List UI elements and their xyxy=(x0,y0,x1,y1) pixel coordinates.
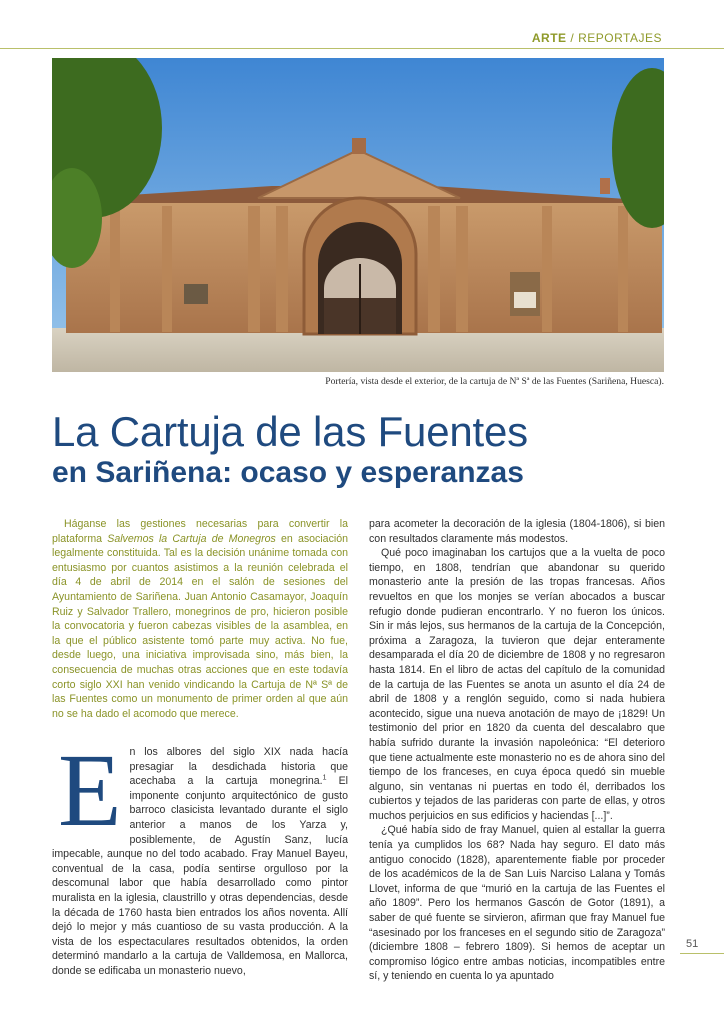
section-name: ARTE xyxy=(531,31,567,45)
body-column-right xyxy=(369,517,665,984)
intro-text-start: Háganse las gestiones necesarias para convertir la plataforma xyxy=(52,518,348,545)
page-header xyxy=(0,26,724,50)
intro-platform-name: Salvemos la Cartuja de Monegros xyxy=(107,532,276,545)
subsection-name: REPORTAJES xyxy=(578,31,662,45)
article-intro xyxy=(52,517,348,721)
section-label xyxy=(532,31,662,45)
footnote-marker: 1 xyxy=(322,774,327,782)
gatehouse-illustration xyxy=(52,58,664,372)
section-separator: / xyxy=(566,31,579,45)
body-column-left xyxy=(52,733,348,979)
body-paragraph: ¿Qué había sido de fray Manuel, quien al estallar la guerra tenía ya cumplidos los 68? Nada hay seguro. El dato más antiguo conocido (1828), aparentemente fiable por proceder de los académicos de la de San Luis Narciso Lalana y Tomás Llovet, informa de que “murió en la cartuja de las Fuentes el año 1809”. Pero los hermanos Gascón de Gotor (1891), a saber de qué fuente se sirvieron, afirman que fray Manuel fue “asesinado por los franceses en el segundo sitio de Zaragoza” (diciembre 1808 – febrero 1809). Si hemos de aceptar un compromiso lógico entre ambas noticias, incompatibles entre sí, y teniendo en cuenta lo ya apuntado xyxy=(369,824,665,983)
header-rule xyxy=(0,48,724,49)
intro-text-end: en asociación legalmente constituida. Tal es la decisión unánime tomada con entusiasmo por cuantos asistimos a la reunión celebrada el día 4 de abril de 2014 en el salón de sesiones del Ayuntamiento de Sariñena. Juan Antonio Casamayor, Joaquín Ruiz y Salvador Trallero, monegrinos de pro, hicieron posible la convocatoria y fueron cabezas visibles de la asamblea, en la que el público asistente tomó parte muy activa. No fue, desde luego, una iniciativa improvisada sino, más bien, la consecuencia de muchas otras acciones que en este todavía corto siglo XXI han venido vindicando la Cartuja de Nª Sª de las Fuentes como un monumento de primer orden al que aún no se ha dado el acomodo que merece. xyxy=(52,532,349,720)
drop-cap: E xyxy=(58,733,122,848)
body-paragraph: para acometer la decoración de la iglesia (1804-1806), si bien con resultados claramente más modestos. xyxy=(369,518,665,545)
page-number-rule xyxy=(680,953,724,954)
photo-caption: Portería, vista desde el exterior, de la cartuja de Nª Sª de las Fuentes (Sariñena, Huesca). xyxy=(325,376,664,387)
body-paragraph: Qué poco imaginaban los cartujos que a la vuelta de poco tiempo, en 1808, tendrían que abandonar su querido monasterio ante la presión de las tropas francesas. Años revueltos en que los monjes se verían abocados a buscar refugio donde pudieran encontrarlo. Y no fueron los únicos. Sin ir más lejos, sus hermanos de la cartuja de la Concepción, próxima a Zaragoza, la tuvieron que dejar enteramente desamparada el día 20 de diciembre de 1808 y no regresaron hasta 1814. En el libro de actas del capítulo de la comunidad de la cartuja de las Fuentes se anota un asunto el día 24 de abril de 1808 y a renglón seguido, como si nada hubiera acontecido, sigue una nueva anotación de mayo de ¡1829! Un testimonio del prior en 1820 da cuenta del descalabro que había sufrido durante la invasión napoleónica: “El deterioro que tiene actualmente este monasterio no es de ahora sino del tiempo de los franceses, en cuya época quedó sin mueble alguno, sin ventanas ni puertas en todo él, derribados los cubiertos y tejados de las parideras con parte de ellas, y otros muchos perjuicios en sus edificios y haciendas [...]”. xyxy=(369,547,665,822)
body-paragraph xyxy=(52,733,348,979)
article-subtitle: en Sariñena: ocaso y esperanzas xyxy=(52,456,524,489)
body-text: n los albores del siglo XIX nada hacía presagiar la desdichada historia que acechaba a la cartuja monegrina. xyxy=(129,746,348,788)
article-title: La Cartuja de las Fuentes xyxy=(52,408,528,455)
body-text: El imponente conjunto arquitectónico de gusto barroco clasicista levantado durante el siglo anterior a manos de los Yarza y, posiblemente, de Agustín Sanz, lucía impecable, aunque no del todo acabado. Fray Manuel Bayeu, conventual de la casa, podía sentirse orgulloso por la descomunal labor que había desarrollado como pintor muralista en la iglesia, claustrillo y otras dependencias, desde la década de 1760 hasta bien entrados los años noventa. Allí dejó lo mejor y más cuantioso de su vasta producción. A la vista de los espectaculares resultados obtenidos, la orden determinó mandarlo a la cartuja de Valldemosa, en Mallorca, donde se edificaba un monasterio nuevo, xyxy=(52,775,348,977)
page-number: 51 xyxy=(686,938,699,950)
cartuja-gatehouse-photo xyxy=(52,58,664,372)
